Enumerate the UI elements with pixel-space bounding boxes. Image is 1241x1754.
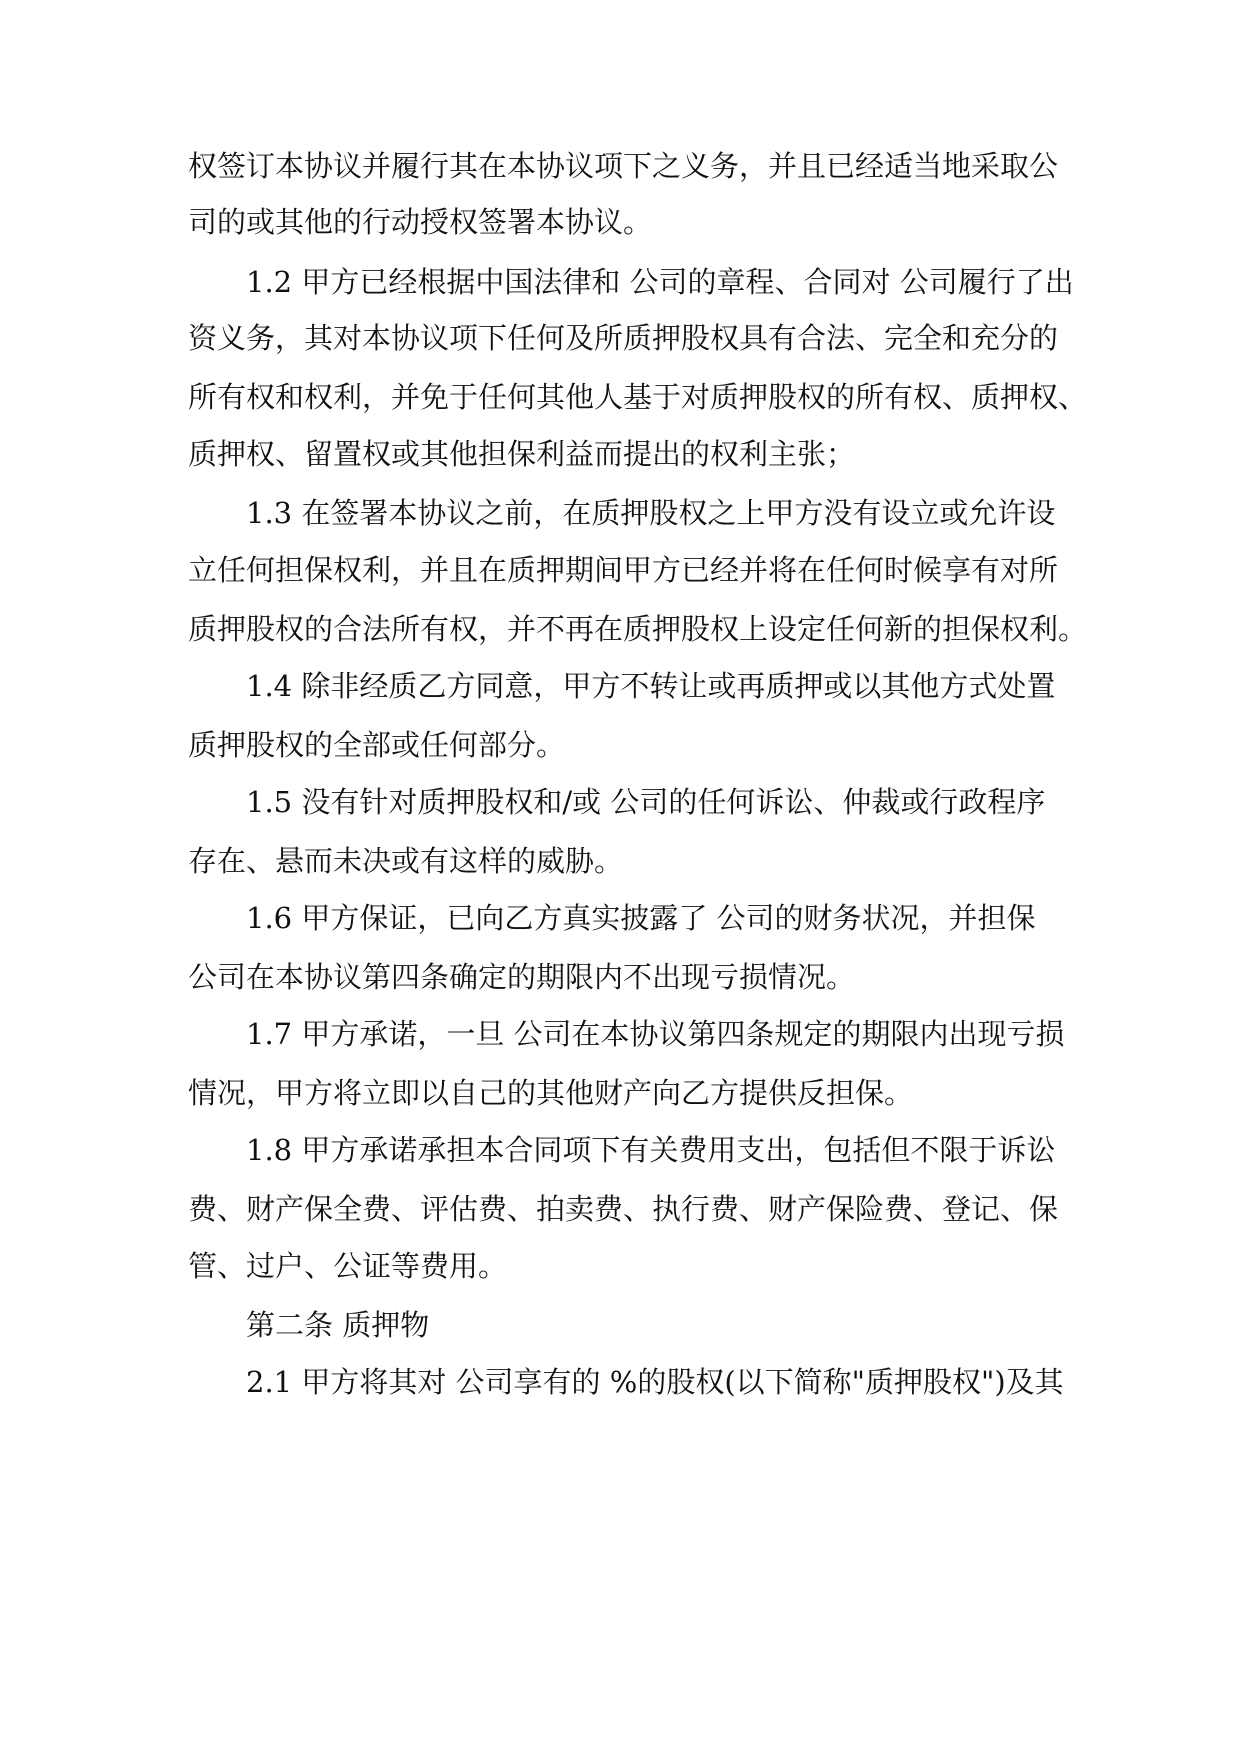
text-line: 管、过户、公证等费用。	[188, 1249, 508, 1283]
clause-2-1: 2.1 甲方将其对 公司享有的 %的股权(以下简称"质押股权")及其	[246, 1365, 1064, 1399]
text-line: 权签订本协议并履行其在本协议项下之义务，并且已经适当地采取公	[188, 149, 1059, 183]
clause-1-8: 1.8 甲方承诺承担本合同项下有关费用支出，包括但不限于诉讼	[246, 1133, 1056, 1167]
text-line: 资义务，其对本协议项下任何及所质押股权具有合法、完全和充分的	[188, 321, 1059, 355]
clause-1-4: 1.4 除非经质乙方同意，甲方不转让或再质押或以其他方式处置	[246, 669, 1056, 703]
text-line: 司的或其他的行动授权签署本协议。	[188, 205, 653, 239]
text-line: 公司在本协议第四条确定的期限内不出现亏损情况。	[188, 960, 856, 994]
text-line: 费、财产保全费、评估费、拍卖费、执行费、财产保险费、登记、保	[188, 1192, 1059, 1226]
clause-1-5: 1.5 没有针对质押股权和/或 公司的任何诉讼、仲裁或行政程序	[246, 785, 1046, 819]
article-2-heading: 第二条 质押物	[246, 1308, 430, 1342]
text-line: 立任何担保权利，并且在质押期间甲方已经并将在任何时候享有对所	[188, 553, 1059, 587]
clause-1-2: 1.2 甲方已经根据中国法律和 公司的章程、合同对 公司履行了出	[246, 265, 1074, 299]
text-line: 质押股权的合法所有权，并不再在质押股权上设定任何新的担保权利。	[188, 612, 1088, 646]
text-line: 所有权和权利，并免于任何其他人基于对质押股权的所有权、质押权、	[188, 380, 1088, 414]
text-line: 质押股权的全部或任何部分。	[188, 728, 566, 762]
clause-1-3: 1.3 在签署本协议之前，在质押股权之上甲方没有设立或允许设	[246, 496, 1056, 530]
text-line: 质押权、留置权或其他担保利益而提出的权利主张；	[188, 437, 856, 471]
clause-1-7: 1.7 甲方承诺，一旦 公司在本协议第四条规定的期限内出现亏损	[246, 1017, 1065, 1051]
clause-1-6: 1.6 甲方保证，已向乙方真实披露了 公司的财务状况，并担保	[246, 901, 1036, 935]
text-line: 情况，甲方将立即以自己的其他财产向乙方提供反担保。	[188, 1076, 914, 1110]
text-line: 存在、悬而未决或有这样的威胁。	[188, 844, 624, 878]
